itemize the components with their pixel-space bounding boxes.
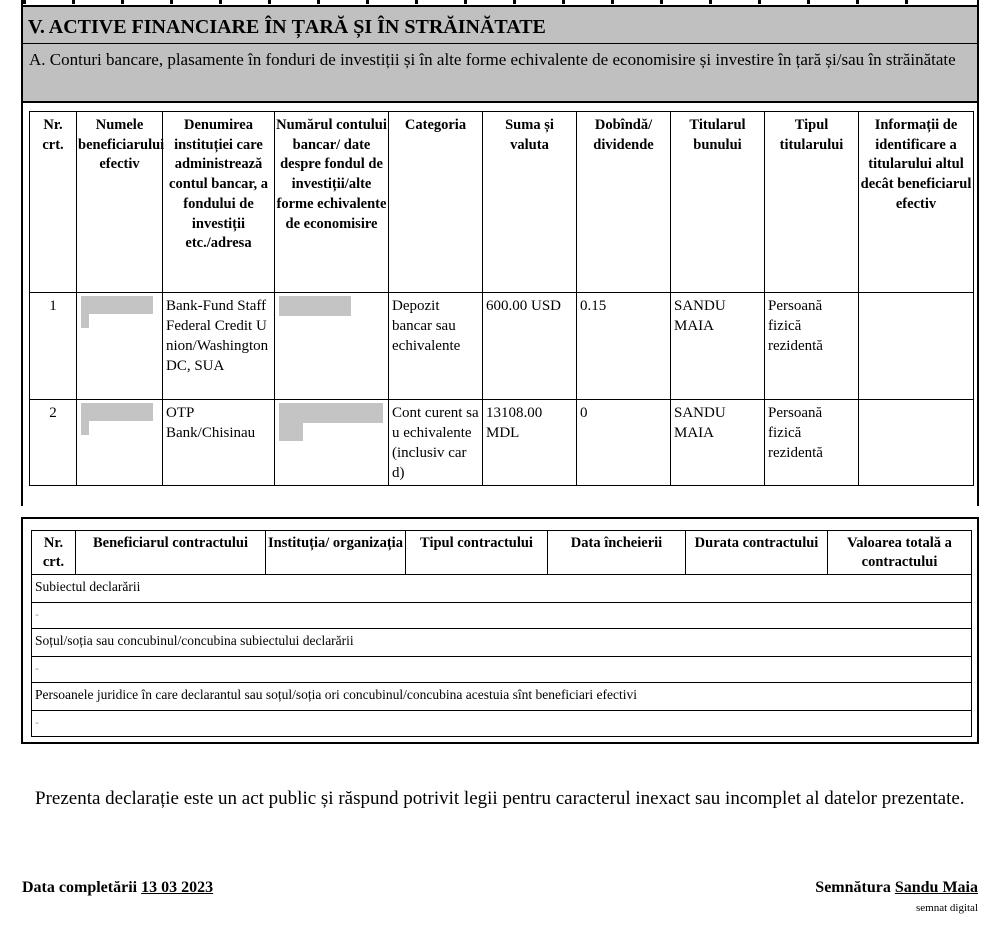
owner-type-cell: Persoană fizică rezidentă [765,293,859,400]
group-row [32,683,972,711]
other-info-cell [859,400,974,486]
group-row [32,629,972,657]
completion-date [22,879,213,897]
row-nr: 2 [30,400,77,486]
column-header-nr: Nr. crt. [32,531,76,575]
group-label-subject: Subiectul declarării [32,575,972,603]
column-header-beneficiary: Numele beneficiarului efectiv [77,112,163,293]
column-header-institution: Instituția/ organizația [266,531,406,575]
column-header-amount: Suma și valuta [483,112,577,293]
table-row [32,657,972,683]
contracts-section [21,517,979,744]
beneficiary-cell [77,293,163,400]
institution-cell: OTP Bank/Chisinau [163,400,275,486]
amount-cell: 13108.00 MDL [483,400,577,486]
column-header-total-value: Valoarea totală a contractului [828,531,972,575]
column-header-beneficiary: Beneficiarul contractului [76,531,266,575]
group-label-spouse: Soțul/soția sau concubinul/concubina subiectului declarării [32,629,972,657]
account-number-cell [275,400,389,486]
column-header-duration: Durata contractului [686,531,828,575]
category-cell: Cont curent sau echivalente(inclusiv card) [389,400,483,486]
group-row [32,575,972,603]
column-header-owner-type: Tipul titularului [765,112,859,293]
signature-label: Semnătura [815,879,891,896]
column-header-other-info: Informații de identificare a titularului altul decât beneficiarul efectiv [859,112,974,293]
group-label-legal-entities: Persoanele juridice în care declarantul sau soțul/soția ori concubinul/concubina acestuia sînt beneficiari efectivi [32,683,972,711]
column-header-account-number: Numărul contului bancar/ date despre fondul de investiții/alte forme echivalente de economisire [275,112,389,293]
column-header-institution: Denumirea instituției care administrează contul bancar, a fondului de investiții etc./adresa [163,112,275,293]
digital-signature-note: semnat digital [915,902,978,914]
redacted-block [279,296,351,316]
redacted-block [81,403,153,421]
column-header-date: Data încheierii [548,531,686,575]
owner-cell: SANDU MAIA [671,400,765,486]
public-act-statement: Prezenta declarație este un act public și răspund potrivit legii pentru caracterul inexact sau incomplet al datelor prezentate. [35,788,965,809]
table-row [32,711,972,737]
redacted-block [279,403,383,423]
column-header-category: Categoria [389,112,483,293]
interest-cell: 0.15 [577,293,671,400]
other-info-cell [859,293,974,400]
column-header-nr: Nr. crt. [30,112,77,293]
empty-value: - [32,657,972,683]
completion-date-value: 13 03 2023 [141,879,214,896]
table-row [32,603,972,629]
institution-cell: Bank-Fund Staff Federal Credit Union/Washington DC, SUA [163,293,275,400]
redacted-block [81,296,153,314]
completion-date-label: Data completării [22,879,138,896]
table-row [30,293,974,400]
owner-type-cell: Persoană fizică rezidentă [765,400,859,486]
owner-cell: SANDU MAIA [671,293,765,400]
empty-value: - [32,603,972,629]
redacted-block [81,421,89,435]
column-header-interest: Dobîndă/ dividende [577,112,671,293]
category-cell: Depozit bancar sau echivalente [389,293,483,400]
table-header-row [30,112,974,293]
row-nr: 1 [30,293,77,400]
bank-accounts-table [29,111,974,486]
redacted-block [81,314,89,328]
account-number-cell [275,293,389,400]
signature [815,879,978,897]
section-a-title: A. Conturi bancare, plasamente în fonduri de investiții și în alte forme echivalente de economisire și investire în țară și/sau în străinătate [23,44,977,103]
section-v-title: V. ACTIVE FINANCIARE ÎN ȚARĂ ȘI ÎN STRĂINĂTATE [23,5,977,44]
empty-value: - [32,711,972,737]
beneficiary-cell [77,400,163,486]
column-header-owner: Titularul bunului [671,112,765,293]
table-header-row [32,531,972,575]
amount-cell: 600.00 USD [483,293,577,400]
redacted-block [279,423,303,441]
column-header-contract-type: Tipul contractului [406,531,548,575]
table-row [30,400,974,486]
signature-value: Sandu Maia [894,879,978,896]
contracts-table [31,530,972,737]
interest-cell: 0 [577,400,671,486]
